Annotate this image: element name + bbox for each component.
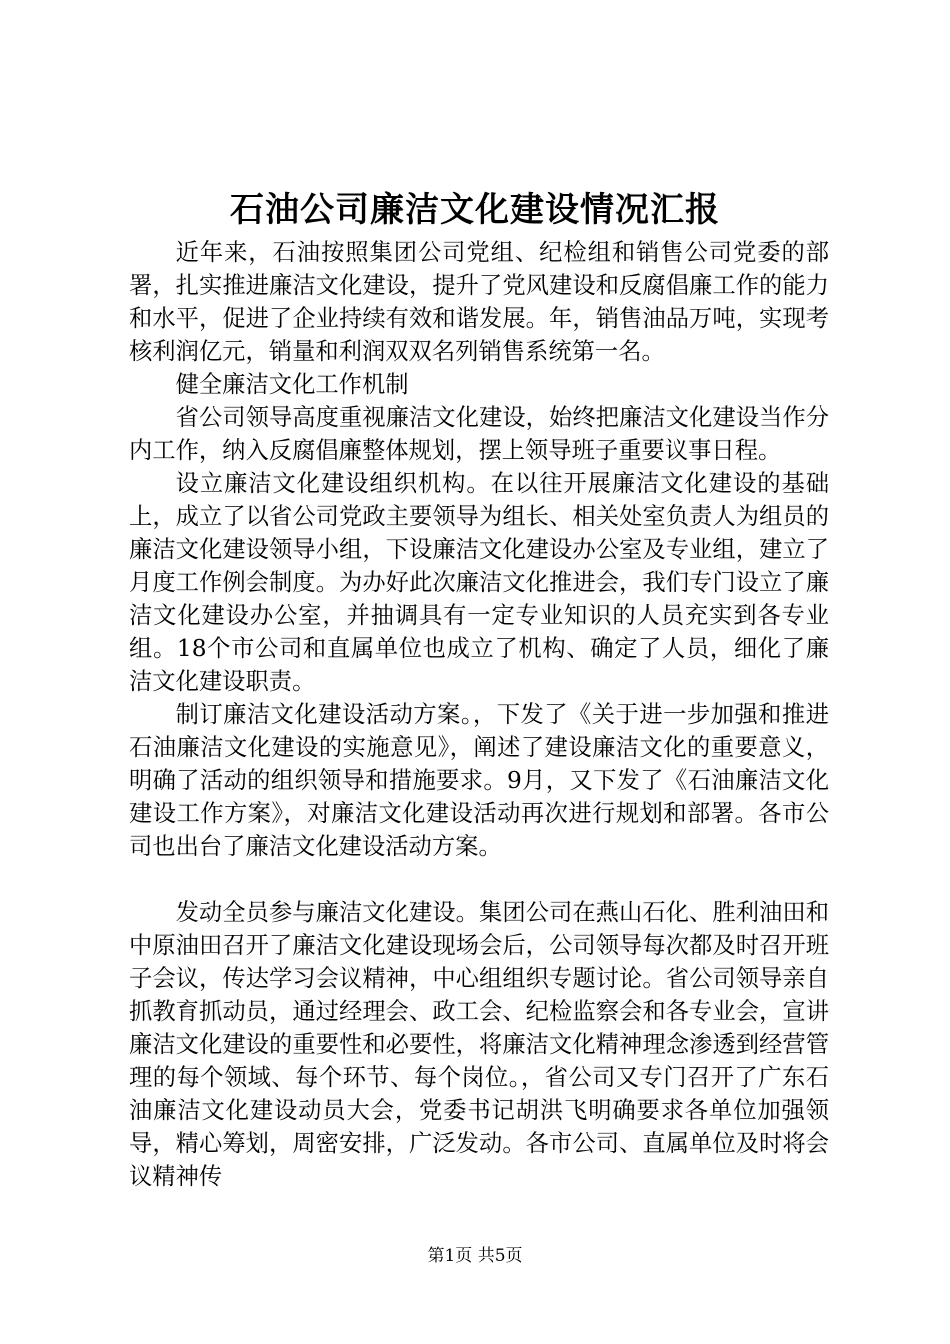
paragraph-plan: 制订廉洁文化建设活动方案。，下发了《关于进一步加强和推进石油廉洁文化建设的实施意见》，阐述了建设廉洁文化的重要意义，明确了活动的组织领导和措施要求。9月，又下发了《石油廉洁文化建设工作方案》，对廉洁文化建设活动再次进行规划和部署。各市公司也出台了廉洁文化建设活动方案。 <box>129 701 829 860</box>
paragraph-intro: 近年来，石油按照集团公司党组、纪检组和销售公司党委的部署，扎实推进廉洁文化建设，提升了党风建设和反腐倡廉工作的能力和水平，促进了企业持续有效和谐发展。年，销售油品万吨，实现考核利润亿元，销量和利润双双名列销售系统第一名。 <box>129 239 829 365</box>
paragraph-organization: 设立廉洁文化建设组织机构。在以往开展廉洁文化建设的基础上，成立了以省公司党政主要领导为组长、相关处室负责人为组员的廉洁文化建设领导小组，下设廉洁文化建设办公室及专业组，建立了月度工作例会制度。为办好此次廉洁文化推进会，我们专门设立了廉洁文化建设办公室，并抽调具有一定专业知识的人员充实到各专业组。18个市公司和直属单位也成立了机构、确定了人员，细化了廉洁文化建设职责。 <box>129 470 829 695</box>
section-heading: 健全廉洁文化工作机制 <box>175 371 409 398</box>
document-body <box>129 236 829 1193</box>
paragraph-mobilization: 发动全员参与廉洁文化建设。集团公司在燕山石化、胜利油田和中原油田召开了廉洁文化建设现场会后，公司领导每次都及时召开班子会议，传达学习会议精神，中心组组织专题讨论。省公司领导亲自抓教育抓动员，通过经理会、政工会、纪检监察会和各专业会，宣讲廉洁文化建设的重要性和必要性，将廉洁文化精神理念渗透到经营管理的每个领域、每个环节、每个岗位。，省公司又专门召开了广东石油廉洁文化建设动员大会，党委书记胡洪飞明确要求各单位加强领导，精心筹划，周密安排，广泛发动。各市公司、直属单位及时将会议精神传 <box>129 899 829 1190</box>
blank-line <box>129 863 829 896</box>
paragraph-leadership: 省公司领导高度重视廉洁文化建设，始终把廉洁文化建设当作分内工作，纳入反腐倡廉整体规划，摆上领导班子重要议事日程。 <box>129 404 829 464</box>
document-title: 石油公司廉洁文化建设情况汇报 <box>230 190 720 230</box>
page-footer: 第1页 共5页 <box>427 1246 523 1266</box>
